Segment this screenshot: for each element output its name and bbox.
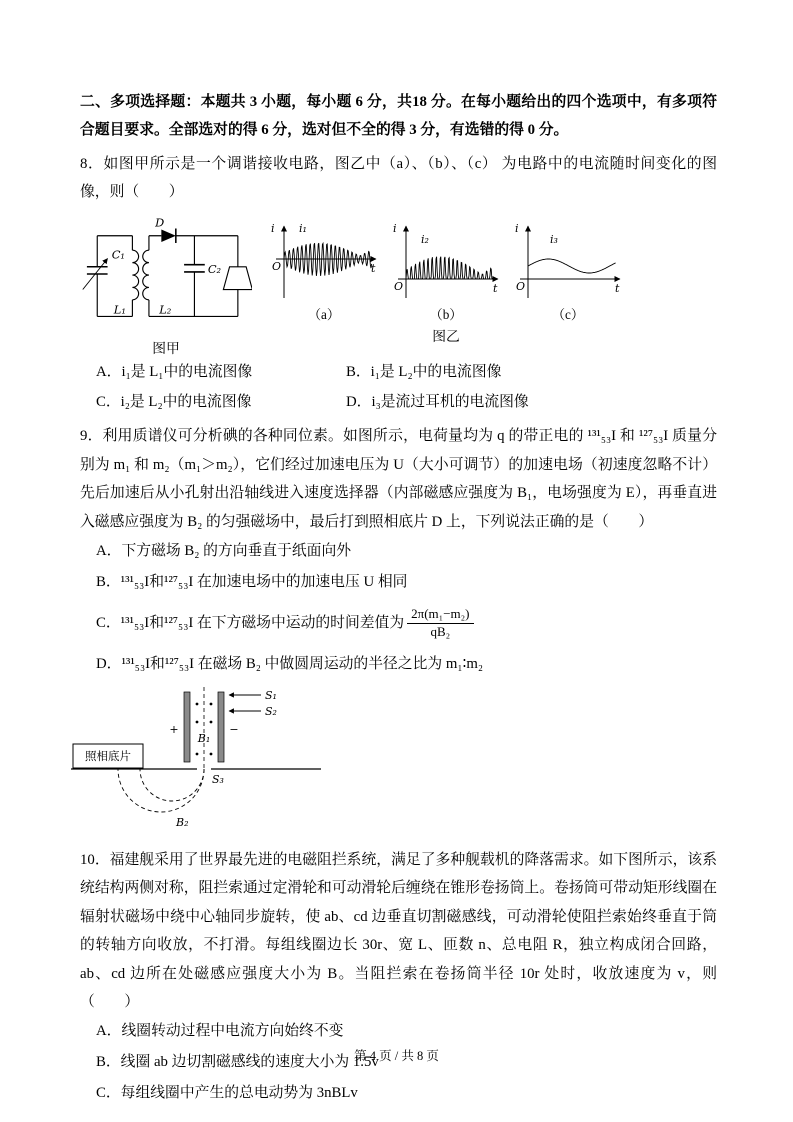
s2-label: S₂: [265, 704, 277, 718]
q10-block: [80, 846, 717, 1110]
graph-b-caption: （b）: [429, 306, 463, 322]
b1-field-dot-icon: [210, 720, 213, 723]
q9-option-c: [96, 598, 717, 649]
q10-option-c: C．每组线圈中产生的总电动势为 3nBLv: [96, 1085, 358, 1102]
circuit-caption: 图甲: [152, 340, 180, 356]
current-graph-a: [266, 219, 382, 303]
audio-waveform: [528, 259, 616, 273]
q8-graph-a: [266, 219, 382, 323]
q8-options: [80, 357, 717, 418]
x-axis-label: t: [493, 281, 498, 295]
q9-option-d: D．¹³¹₅₃I和¹²⁷₅₃I 在磁场 B₂ 中做圆周运动的半径之比为 m₁∶m₂: [96, 655, 484, 672]
origin-label: O: [272, 259, 282, 273]
q9-option-a: A．下方磁场 B₂ 的方向垂直于纸面向外: [96, 542, 352, 559]
origin-label: O: [394, 279, 404, 293]
x-axis-label: t: [615, 281, 620, 295]
plus-sign-label: +: [169, 722, 179, 736]
diode-icon: [161, 229, 175, 241]
tuner-circuit-diagram: [80, 213, 252, 335]
q9-stem: 9．利用质谱仪可分析碘的各种同位素。如图所示，电荷量均为 q 的带正电的 ¹³¹₅₃I 和 ¹²⁷₅₃I 质量分别为 m₁ 和 m₂（m₁＞m₂），它们经过加速电压为 U（大小可调节）的加速电场（初速度忽略不计）先后加速后从小孔射出沿轴线进入速度选择器（内部磁感应强度为 B₁，电场强度为 E），再垂直进入磁感应强度为 B₂ 的匀强磁场中，最后打到照相底片 D 上，下列说法正确的是（ ）: [80, 428, 717, 530]
curve-label-i2: i₂: [421, 232, 429, 246]
current-graph-b: [388, 219, 504, 303]
graph-c-caption: （c）: [551, 306, 585, 322]
q8-graph-b: [388, 219, 504, 345]
photo-plate-label: 照相底片: [85, 750, 131, 763]
label-c2: C₂: [207, 261, 222, 276]
earphone-icon: [223, 266, 252, 289]
label-d: D: [155, 215, 165, 230]
graph-a-caption: （a）: [307, 306, 341, 322]
y-axis-label: i: [271, 221, 275, 235]
q8-figure: [80, 213, 717, 357]
y-axis-label: i: [515, 221, 519, 235]
q8-option-b: B．i₁是 L₂中的电流图像: [346, 363, 502, 380]
origin-label: O: [516, 279, 526, 293]
q9-option-c-text: C．¹³¹₅₃I和¹²⁷₅₃I 在下方磁场中运动的时间差值为: [96, 614, 405, 631]
y-axis-label: i: [393, 221, 397, 235]
section-header: 二、多项选择题：本题共 3 小题，每小题 6 分，共18 分。在每小题给出的四个选项中，有多项符合题目要求。全部选对的得 6 分，选对但不全的得 3 分，有选错的得 0 分。: [80, 94, 717, 139]
mass-spectrometer-diagram: [70, 684, 322, 836]
q10-option-a: A．线圈转动过程中电流方向始终不变: [96, 1023, 344, 1040]
selector-right-plate: [218, 692, 224, 762]
b1-field-dot-icon: [196, 702, 199, 705]
q8-graph-c: [510, 219, 626, 323]
minus-sign-label: −: [229, 722, 239, 736]
selector-left-plate: [184, 692, 190, 762]
b2-label: B₂: [176, 815, 189, 829]
b1-field-dot-icon: [196, 752, 199, 755]
q8-option-d: D．i₃是流过耳机的电流图像: [346, 393, 529, 410]
current-graph-c: [510, 219, 626, 303]
spectrometer-shapes: [71, 687, 321, 812]
ion-path-large-arc: [118, 769, 204, 812]
curve-label-i3: i₃: [550, 232, 558, 246]
exam-page-content: [80, 88, 717, 1110]
b1-label: B₁: [197, 731, 211, 745]
fraction-numerator: 2π(m₁−m₂): [407, 606, 473, 624]
q9-figure: [70, 684, 717, 836]
b1-field-dot-icon: [196, 720, 199, 723]
q10-stem: 10．福建舰采用了世界最先进的电磁阻拦系统，满足了多种舰载机的降落需求。如下图所示，该系统结构两侧对称，阻拦索通过定滑轮和可动滑轮后缠绕在锥形卷扬筒上。卷扬筒可带动矩形线圈在辐射状磁场中绕中心轴同步旋转，使 ab、cd 边垂直切割磁感线，可动滑轮使阻拦索始终垂直于筒的转轴方向收放，不打滑。每组线圈边长 30r、宽 L、匝数 n、总电阻 R，独立构成闭合回路，ab、cd 边所在处磁感应强度大小为 B。当阻拦索在卷扬筒半径 10r 处时，收放速度为 v，则（ ）: [80, 851, 717, 1010]
x-axis-label: t: [371, 261, 376, 275]
curve-label-i1: i₁: [299, 221, 307, 235]
s3-label: S₃: [212, 772, 224, 786]
fraction-denominator: qB₂: [430, 623, 451, 639]
label-c1: C₁: [111, 247, 125, 262]
rectified-waveform: [406, 256, 494, 278]
page-number: 第 4 页 / 共 8 页: [354, 1049, 439, 1063]
label-l2: L₂: [159, 301, 172, 316]
q8-option-c: C．i₂是 L₂中的电流图像: [96, 393, 252, 410]
q10-option-b: B．线圈 ab 边切割磁感线的速度大小为 1.5v: [96, 1054, 379, 1071]
label-l1: L₁: [113, 301, 126, 316]
b1-field-dot-icon: [210, 752, 213, 755]
q8-option-a: A．i₁是 L₁中的电流图像: [96, 363, 253, 380]
q8-stem: 8．如图甲所示是一个调谐接收电路，图乙中（a）、（b）、（c） 为电路中的电流随时间变化的图像，则（ ）: [80, 155, 717, 201]
fraction: [407, 606, 473, 641]
q8-circuit-figure: [80, 213, 252, 357]
b1-field-dot-icon: [210, 702, 213, 705]
s1-label: S₁: [265, 688, 277, 702]
q9-option-b: B．¹³¹₅₃I和¹²⁷₅₃I 在加速电场中的加速电压 U 相同: [96, 573, 408, 590]
q9-options: [80, 536, 717, 680]
graphs-caption: 图乙: [432, 328, 460, 344]
